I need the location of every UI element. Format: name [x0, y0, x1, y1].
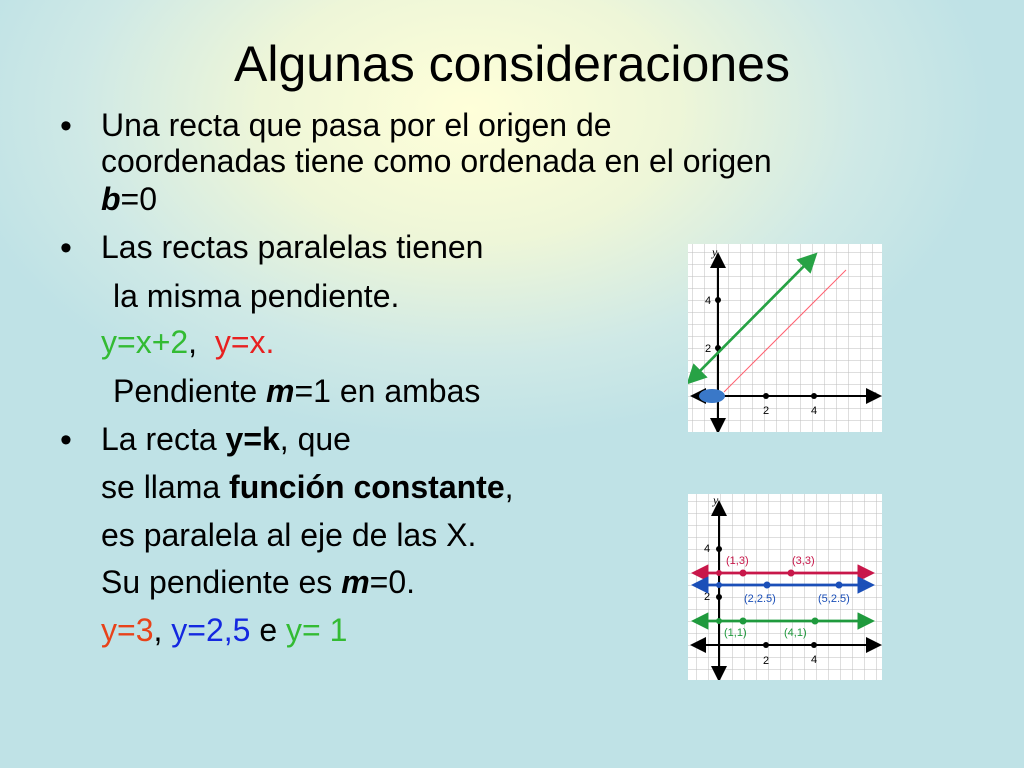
b-equals: =0: [120, 181, 158, 217]
point2-line1: Las rectas paralelas tienen: [101, 229, 484, 265]
point3-line2-post: ,: [504, 469, 514, 505]
b-variable: b: [101, 181, 121, 217]
point3-line4-pre: Su pendiente es: [101, 564, 342, 600]
point3-line3: es paralela al eje de las X.: [101, 517, 477, 553]
point3-line2-pre: se llama: [101, 469, 230, 505]
equation-y-x: y=x.: [214, 324, 275, 360]
point2-slope: [113, 373, 480, 409]
point-label-5-2-5: (5,2.5): [818, 593, 850, 605]
point1-line2: coordenadas tiene como ordenada en el origen: [101, 143, 772, 179]
y-axis-label: y: [712, 245, 718, 259]
bullet-3: •: [60, 421, 72, 459]
equation-separator: ,: [188, 324, 198, 360]
slope-variable: m: [266, 373, 295, 409]
point3-line1-pre: La recta: [101, 421, 226, 457]
bullet-2: •: [60, 229, 72, 267]
equation-conjunction: e: [250, 612, 287, 648]
y-tick-4: 4: [703, 543, 711, 555]
point3-line1-bold: y=k: [225, 421, 280, 457]
x-axis-label: x: [871, 637, 877, 651]
point3-line4-post: =0.: [369, 564, 416, 600]
y-tick-2: 2: [704, 343, 712, 355]
constant-functions-graph: [688, 494, 882, 680]
funcion-constante-term: función constante: [229, 469, 505, 505]
point-label-3-3: (3,3): [792, 555, 815, 567]
equation-y-3: y=3: [101, 612, 154, 648]
point-label-4-1: (4,1): [784, 627, 807, 639]
point3-equations: [101, 612, 347, 648]
x-tick-2: 2: [762, 655, 770, 667]
point-label-1-1: (1,1): [724, 627, 747, 639]
equation-y-1: y= 1: [286, 612, 348, 648]
y-axis-label: y: [713, 494, 719, 507]
equation-y-x-plus-2: y=x+2: [101, 324, 189, 360]
point-label-1-3: (1,3): [726, 555, 749, 567]
slope-prefix: Pendiente: [113, 373, 267, 409]
blue-marker: [699, 389, 725, 403]
point3-line1-post: , que: [279, 421, 351, 457]
point1-line1: Una recta que pasa por el origen de: [101, 107, 612, 143]
x-tick-4: 4: [810, 654, 818, 666]
point2-equations: [101, 324, 274, 360]
x-tick-4: 4: [810, 405, 818, 417]
y-tick-2: 2: [703, 591, 711, 603]
slope-suffix: =1 en ambas: [294, 373, 481, 409]
point3-slope-variable: m: [341, 564, 370, 600]
equation-comma: ,: [153, 612, 163, 648]
point-label-2-2-5: (2,2.5): [744, 593, 776, 605]
point1-line3: [101, 181, 157, 217]
point3-line1: [101, 421, 351, 457]
slide-title: Algunas consideraciones: [234, 36, 790, 92]
bullet-1: •: [60, 107, 72, 145]
parallel-lines-graph: [688, 244, 882, 432]
point3-line2: [101, 469, 514, 505]
equation-y-2-5: y=2,5: [171, 612, 251, 648]
y-tick-4: 4: [704, 295, 712, 307]
point2-line2: la misma pendiente.: [113, 278, 400, 314]
x-axis-label: x: [871, 387, 877, 401]
point3-line4: [101, 564, 415, 600]
x-tick-2: 2: [762, 405, 770, 417]
